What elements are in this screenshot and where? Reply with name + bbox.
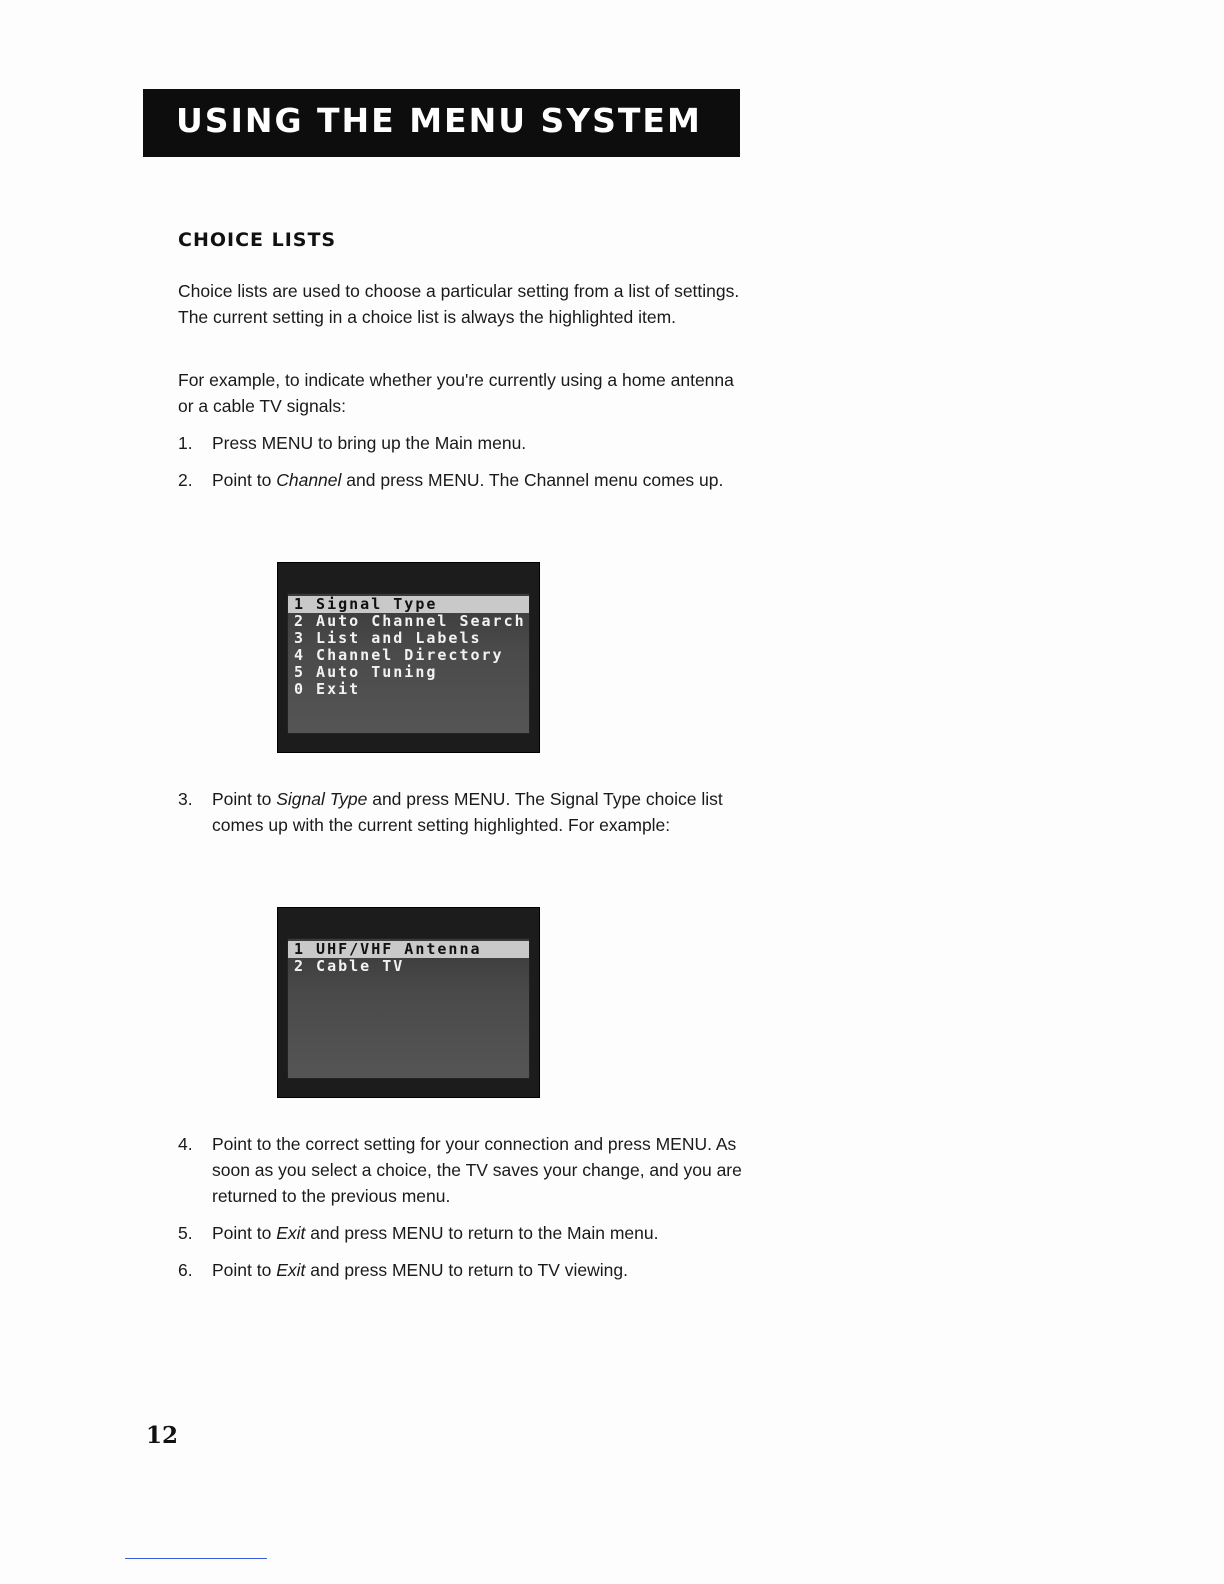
- step-text: Point to the correct setting for your connection and press MENU. As soon as you select a choice, the TV saves your change, and you are returned to the previous menu.: [212, 1134, 742, 1206]
- step-text-part: Point to: [212, 470, 277, 490]
- signal-type-menu-screen: [277, 907, 540, 1098]
- intro-paragraph: Choice lists are used to choose a particular setting from a list of settings. The current setting in a choice list is always the highlighted item.: [178, 281, 740, 327]
- step-text: [212, 467, 752, 493]
- channel-menu-panel: [287, 593, 530, 734]
- step-text-part: Point to: [212, 1260, 277, 1280]
- channel-menu-screen: [277, 562, 540, 753]
- step-text-part: and press MENU. The Signal Type choice list comes up with the current setting highlighted. For example:: [212, 789, 723, 835]
- step-text: [212, 1220, 752, 1246]
- step-text-part: Point to: [212, 1223, 277, 1243]
- signal-type-menu-panel: [287, 938, 530, 1079]
- step-text-part: and press MENU to return to the Main menu.: [305, 1223, 659, 1243]
- step-text-italic: Exit: [276, 1260, 306, 1280]
- step-text-part: and press MENU. The Channel menu comes up.: [341, 470, 724, 490]
- menu-item-cable-tv: 2 Cable TV: [294, 957, 405, 975]
- menu-item-signal-type: 1 Signal Type: [288, 596, 529, 613]
- step-text: [212, 1257, 752, 1283]
- step-number: 6.: [178, 1260, 193, 1280]
- menu-item-auto-channel-search: 2 Auto Channel Search: [294, 612, 526, 630]
- step-text-italic: Channel: [276, 470, 342, 490]
- step-text-part: and press MENU to return to TV viewing.: [305, 1260, 628, 1280]
- step-number: 2.: [178, 470, 193, 490]
- step-text-italic: Exit: [276, 1223, 306, 1243]
- step-number: 1.: [178, 433, 193, 453]
- footer-rule: [125, 1558, 267, 1559]
- menu-item-channel-directory: 4 Channel Directory: [294, 646, 504, 664]
- step-number: 4.: [178, 1134, 193, 1154]
- step-text: Press MENU to bring up the Main menu.: [212, 433, 527, 453]
- menu-item-list-and-labels: 3 List and Labels: [294, 629, 482, 647]
- step-number: 3.: [178, 789, 193, 809]
- menu-item-uhf-vhf-antenna: 1 UHF/VHF Antenna: [288, 941, 529, 958]
- step-text-part: Point to: [212, 789, 277, 809]
- step-number: 5.: [178, 1223, 193, 1243]
- menu-item-auto-tuning: 5 Auto Tuning: [294, 663, 438, 681]
- example-paragraph: For example, to indicate whether you're currently using a home antenna or a cable TV signals:: [178, 370, 734, 416]
- page-header-bar: [143, 89, 740, 157]
- step-text-italic: Signal Type: [276, 789, 368, 809]
- menu-item-exit: 0 Exit: [294, 680, 361, 698]
- section-heading: CHOICE LISTS: [178, 229, 337, 251]
- page-title: USING THE MENU SYSTEM: [176, 101, 702, 140]
- step-text: [212, 786, 752, 838]
- page-number: 12: [146, 1422, 179, 1449]
